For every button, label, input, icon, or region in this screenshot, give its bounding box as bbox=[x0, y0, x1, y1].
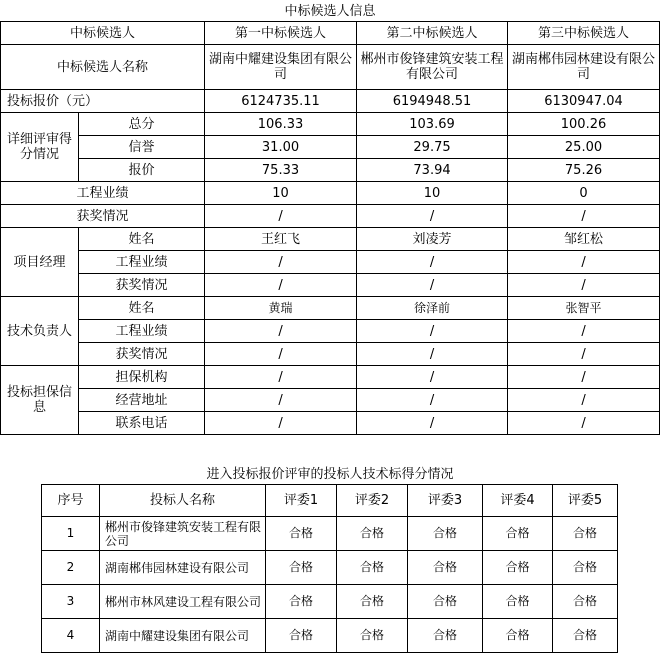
table-row bbox=[1, 182, 660, 205]
table-cell: 合格 bbox=[266, 585, 337, 619]
candidate-name: 郴州市俊锋建筑安装工程有限公司 bbox=[357, 45, 508, 90]
table-cell: / bbox=[508, 343, 660, 366]
table-cell: / bbox=[508, 251, 660, 274]
table-cell: 合格 bbox=[408, 517, 483, 551]
header-cell: 评委2 bbox=[337, 485, 408, 517]
table-cell: / bbox=[205, 274, 357, 297]
table-cell: 31.00 bbox=[205, 136, 357, 159]
table-cell: 0 bbox=[508, 182, 660, 205]
bidder-name: 湖南郴伟园林建设有限公司 bbox=[100, 551, 266, 585]
candidate-name: 湖南郴伟园林建设有限公司 bbox=[508, 45, 660, 90]
row-label: 担保机构 bbox=[79, 366, 205, 389]
table-row bbox=[42, 619, 618, 653]
row-label: 工程业绩 bbox=[1, 182, 205, 205]
table-cell: / bbox=[508, 320, 660, 343]
candidate-name: 湖南中耀建设集团有限公司 bbox=[205, 45, 357, 90]
table-cell: / bbox=[205, 320, 357, 343]
row-label: 获奖情况 bbox=[1, 205, 205, 228]
table-cell: 6124735.11 bbox=[205, 90, 357, 113]
table-cell: 75.26 bbox=[508, 159, 660, 182]
group-label: 技术负责人 bbox=[1, 297, 79, 366]
row-label: 投标报价（元） bbox=[1, 90, 205, 113]
table-cell: 合格 bbox=[266, 619, 337, 653]
row-label: 中标候选人名称 bbox=[1, 45, 205, 90]
table-cell: 合格 bbox=[483, 585, 553, 619]
table-row bbox=[1, 113, 660, 136]
row-label: 获奖情况 bbox=[79, 274, 205, 297]
table-cell: 徐泽前 bbox=[357, 297, 508, 320]
table-row bbox=[1, 274, 660, 297]
table-cell: 王红飞 bbox=[205, 228, 357, 251]
row-label: 姓名 bbox=[79, 228, 205, 251]
table-row bbox=[1, 412, 660, 435]
bidder-name: 郴州市林风建设工程有限公司 bbox=[100, 585, 266, 619]
header-cell: 中标候选人 bbox=[1, 22, 205, 45]
table-row bbox=[1, 205, 660, 228]
header-cell: 第三中标候选人 bbox=[508, 22, 660, 45]
table-cell: / bbox=[508, 366, 660, 389]
table-row bbox=[42, 585, 618, 619]
table-cell: 黄瑞 bbox=[205, 297, 357, 320]
table-row bbox=[1, 366, 660, 389]
table-cell: 合格 bbox=[553, 551, 618, 585]
table-cell: / bbox=[205, 389, 357, 412]
table-cell: / bbox=[357, 251, 508, 274]
table-cell: / bbox=[205, 366, 357, 389]
table-cell: 合格 bbox=[553, 619, 618, 653]
tech-scores-table bbox=[41, 484, 618, 653]
table-cell: 合格 bbox=[337, 585, 408, 619]
table-cell: / bbox=[205, 205, 357, 228]
table-row bbox=[42, 517, 618, 551]
header-cell: 评委3 bbox=[408, 485, 483, 517]
table-row bbox=[1, 343, 660, 366]
header-cell: 评委5 bbox=[553, 485, 618, 517]
winning-table-title: 中标候选人信息 bbox=[284, 4, 376, 19]
table-cell: / bbox=[508, 412, 660, 435]
table-row bbox=[1, 45, 660, 90]
table-row bbox=[42, 485, 618, 517]
row-label: 姓名 bbox=[79, 297, 205, 320]
table-cell: 6194948.51 bbox=[357, 90, 508, 113]
table-cell: / bbox=[357, 366, 508, 389]
table-cell: 3 bbox=[42, 585, 100, 619]
table-cell: 张智平 bbox=[508, 297, 660, 320]
row-label: 总分 bbox=[79, 113, 205, 136]
table-cell: / bbox=[357, 343, 508, 366]
table-cell: 合格 bbox=[408, 551, 483, 585]
table-cell: / bbox=[205, 412, 357, 435]
table-cell: 合格 bbox=[337, 551, 408, 585]
table-row bbox=[42, 551, 618, 585]
row-label: 工程业绩 bbox=[79, 320, 205, 343]
winning-candidates-table bbox=[0, 21, 660, 435]
table-cell: 合格 bbox=[483, 619, 553, 653]
table-cell: 10 bbox=[205, 182, 357, 205]
row-label: 工程业绩 bbox=[79, 251, 205, 274]
table-cell: 合格 bbox=[266, 517, 337, 551]
table-cell: 刘凌芳 bbox=[357, 228, 508, 251]
table-cell: / bbox=[357, 389, 508, 412]
group-label: 投标担保信息 bbox=[1, 366, 79, 435]
table-row bbox=[1, 297, 660, 320]
table-cell: 106.33 bbox=[205, 113, 357, 136]
table-cell: 4 bbox=[42, 619, 100, 653]
table-cell: 10 bbox=[357, 182, 508, 205]
table-cell: / bbox=[508, 274, 660, 297]
table-cell: 2 bbox=[42, 551, 100, 585]
table-cell: 103.69 bbox=[357, 113, 508, 136]
table-cell: 25.00 bbox=[508, 136, 660, 159]
table-cell: 邹红松 bbox=[508, 228, 660, 251]
table-cell: 6130947.04 bbox=[508, 90, 660, 113]
table-cell: / bbox=[357, 274, 508, 297]
header-cell: 评委1 bbox=[266, 485, 337, 517]
table-cell: 1 bbox=[42, 517, 100, 551]
tech-scores-title: 进入投标报价评审的投标人技术标得分情况 bbox=[206, 467, 454, 482]
table-cell: 合格 bbox=[337, 517, 408, 551]
row-label: 信誉 bbox=[79, 136, 205, 159]
table-cell: 73.94 bbox=[357, 159, 508, 182]
table-row bbox=[1, 159, 660, 182]
table-cell: 合格 bbox=[483, 517, 553, 551]
table-cell: / bbox=[205, 251, 357, 274]
table-cell: / bbox=[357, 205, 508, 228]
table-row bbox=[1, 136, 660, 159]
header-cell: 第一中标候选人 bbox=[205, 22, 357, 45]
bidder-name: 湖南中耀建设集团有限公司 bbox=[100, 619, 266, 653]
table-cell: / bbox=[205, 343, 357, 366]
table-cell: 100.26 bbox=[508, 113, 660, 136]
table-cell: / bbox=[357, 320, 508, 343]
table-row bbox=[1, 90, 660, 113]
group-label: 详细评审得分情况 bbox=[1, 113, 79, 182]
header-cell: 第二中标候选人 bbox=[357, 22, 508, 45]
table-cell: 合格 bbox=[553, 517, 618, 551]
table-cell: 合格 bbox=[337, 619, 408, 653]
table-row bbox=[1, 228, 660, 251]
table-cell: 29.75 bbox=[357, 136, 508, 159]
table-row bbox=[1, 22, 660, 45]
row-label: 经营地址 bbox=[79, 389, 205, 412]
table-cell: 75.33 bbox=[205, 159, 357, 182]
header-cell: 投标人名称 bbox=[100, 485, 266, 517]
table-row bbox=[1, 251, 660, 274]
group-label: 项目经理 bbox=[1, 228, 79, 297]
table-row bbox=[1, 389, 660, 412]
header-cell: 评委4 bbox=[483, 485, 553, 517]
table-cell: 合格 bbox=[483, 551, 553, 585]
bidder-name: 郴州市俊锋建筑安装工程有限公司 bbox=[100, 517, 266, 551]
table-cell: / bbox=[357, 412, 508, 435]
table-row bbox=[1, 320, 660, 343]
header-cell: 序号 bbox=[42, 485, 100, 517]
table-cell: / bbox=[508, 205, 660, 228]
table-cell: 合格 bbox=[408, 619, 483, 653]
row-label: 报价 bbox=[79, 159, 205, 182]
table-cell: 合格 bbox=[553, 585, 618, 619]
row-label: 联系电话 bbox=[79, 412, 205, 435]
table-cell: / bbox=[508, 389, 660, 412]
table-cell: 合格 bbox=[266, 551, 337, 585]
row-label: 获奖情况 bbox=[79, 343, 205, 366]
table-cell: 合格 bbox=[408, 585, 483, 619]
